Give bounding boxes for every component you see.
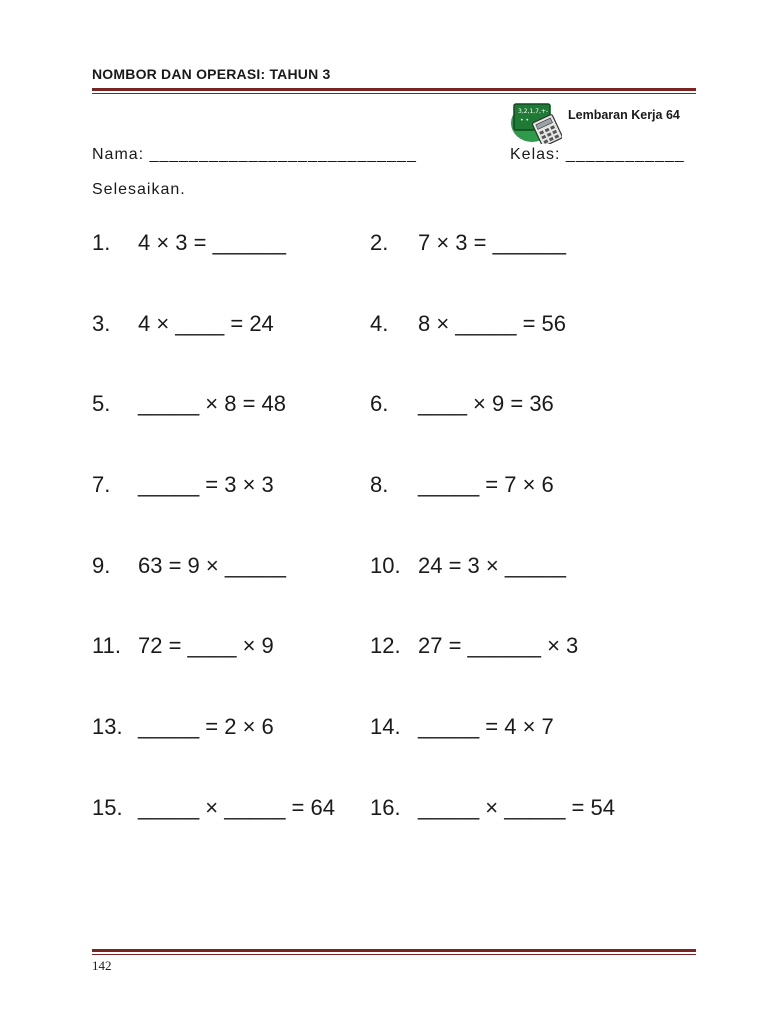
name-field — [92, 146, 417, 164]
worksheet-label: Lembaran Kerja 64 — [568, 108, 680, 122]
question-item: 15. _____ × _____ = 64 — [92, 795, 335, 820]
question-item: 5. _____ × 8 = 48 — [92, 391, 287, 416]
board-text: 3,2,1,7,+- — [518, 108, 549, 115]
name-label: Nama: — [92, 146, 145, 163]
question-item: 6. ____ × 9 = 36 — [370, 391, 554, 416]
class-label: Kelas: — [510, 146, 561, 163]
question-item: 14. _____ = 4 × 7 — [370, 714, 554, 739]
svg-text:• •: • • — [520, 117, 529, 124]
question-item: 7. _____ = 3 × 3 — [92, 472, 274, 497]
name-blank[interactable]: ___________________________ — [149, 146, 417, 163]
question-item: 2. 7 × 3 = ______ — [370, 230, 567, 255]
question-item: 16. _____ × _____ = 54 — [370, 795, 615, 820]
question-item: 3. 4 × ____ = 24 — [92, 311, 274, 336]
question-item: 1. 4 × 3 = ______ — [92, 230, 287, 255]
page-number: 142 — [92, 958, 112, 973]
class-blank[interactable]: ____________ — [565, 146, 685, 163]
footer-rule — [92, 949, 696, 955]
class-field — [510, 146, 685, 164]
header-rule — [92, 88, 696, 94]
question-item: 12. 27 = ______ × 3 — [370, 633, 579, 658]
chalkboard-calculator-icon — [510, 98, 562, 144]
question-item: 4. 8 × _____ = 56 — [370, 311, 567, 336]
page-header-title: NOMBOR DAN OPERASI: TAHUN 3 — [92, 66, 331, 82]
question-item: 10. 24 = 3 × _____ — [370, 553, 567, 578]
question-item: 8. _____ = 7 × 6 — [370, 472, 554, 497]
question-item: 11. 72 = ____ × 9 — [92, 633, 274, 658]
instruction-text: Selesaikan. — [92, 181, 186, 198]
question-item: 9. 63 = 9 × _____ — [92, 553, 287, 578]
question-item: 13. _____ = 2 × 6 — [92, 714, 274, 739]
